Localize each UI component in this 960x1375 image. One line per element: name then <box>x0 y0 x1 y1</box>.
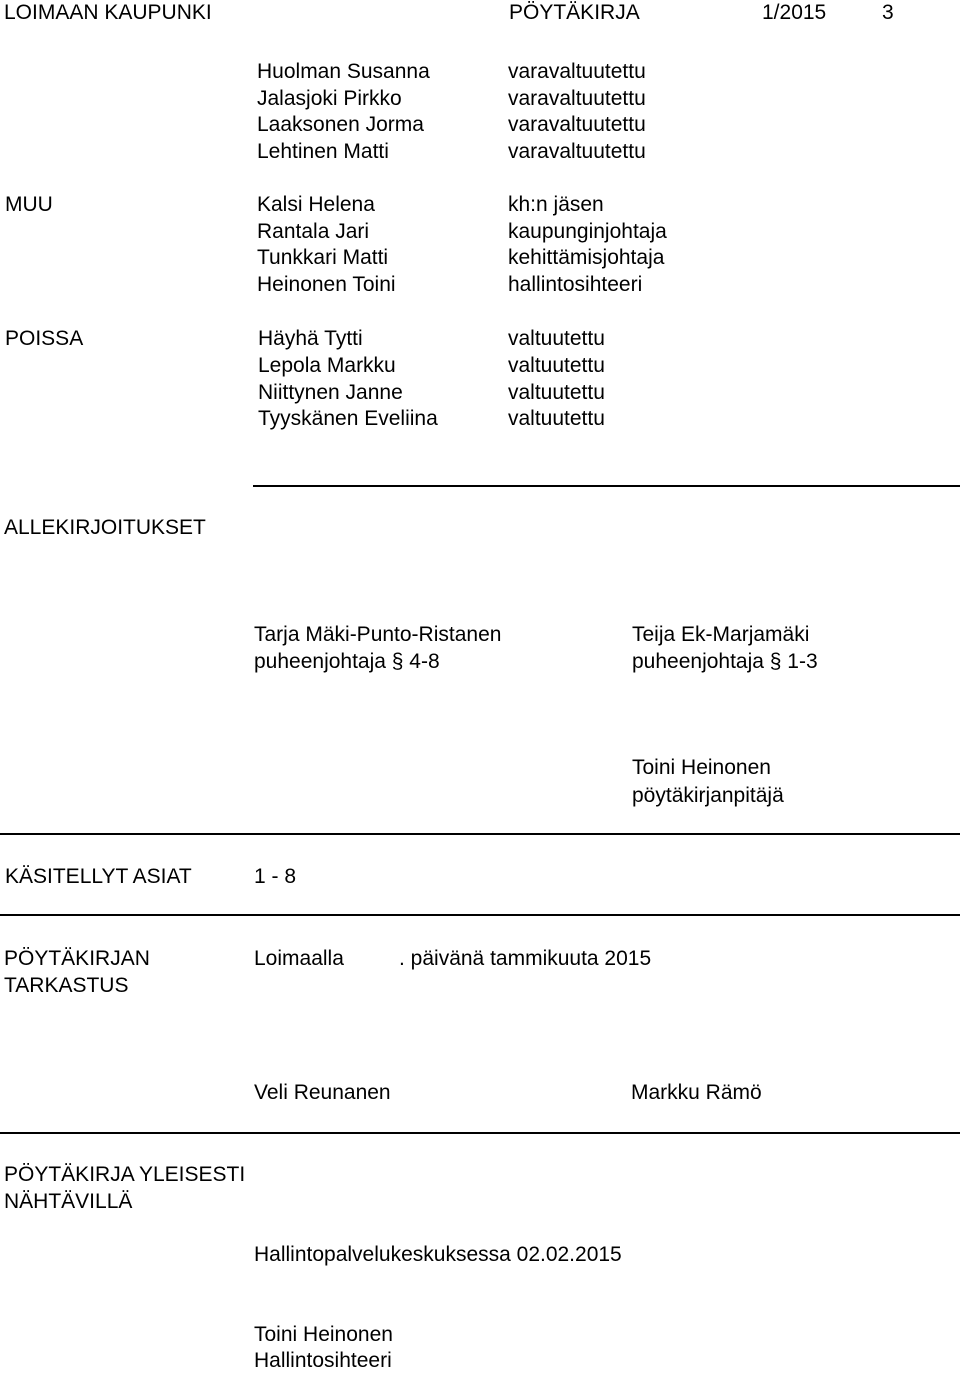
handled-items-value: 1 - 8 <box>254 865 297 888</box>
secretary-role: pöytäkirjanpitäjä <box>632 784 784 807</box>
absent-role: valtuutettu <box>508 381 605 404</box>
reviewer-name: Markku Rämö <box>631 1081 762 1104</box>
document-number: 1/2015 <box>762 1 827 24</box>
section-divider <box>253 485 960 487</box>
deputy-role: varavaltuutettu <box>508 140 646 163</box>
municipality-name: LOIMAAN KAUPUNKI <box>4 1 212 24</box>
member-name: Heinonen Toini <box>257 273 396 296</box>
public-person-title: Hallintosihteeri <box>254 1349 392 1372</box>
deputy-role: varavaltuutettu <box>508 60 646 83</box>
page-number: 3 <box>882 1 894 24</box>
member-role: kehittämisjohtaja <box>508 246 665 269</box>
section-divider <box>0 833 960 835</box>
review-place: Loimaalla <box>254 947 344 970</box>
document-type: PÖYTÄKIRJA <box>509 1 640 24</box>
section-label-handled: KÄSITELLYT ASIAT <box>5 865 192 888</box>
section-label-review-line2: TARKASTUS <box>4 974 129 997</box>
deputy-name: Lehtinen Matti <box>257 140 389 163</box>
absent-role: valtuutettu <box>508 327 605 350</box>
deputy-role: varavaltuutettu <box>508 113 646 136</box>
deputy-name: Huolman Susanna <box>257 60 430 83</box>
deputy-name: Jalasjoki Pirkko <box>257 87 402 110</box>
member-name: Tunkkari Matti <box>257 246 389 269</box>
section-label-public-line1: PÖYTÄKIRJA YLEISESTI <box>4 1163 246 1186</box>
member-role: kh:n jäsen <box>508 193 604 216</box>
section-label-public-line2: NÄHTÄVILLÄ <box>4 1190 133 1213</box>
absent-role: valtuutettu <box>508 354 605 377</box>
public-person-name: Toini Heinonen <box>254 1323 393 1346</box>
signer-role: puheenjohtaja § 4-8 <box>254 650 440 673</box>
public-location-date: Hallintopalvelukeskuksessa 02.02.2015 <box>254 1243 622 1266</box>
absent-name: Lepola Markku <box>258 354 396 377</box>
member-role: hallintosihteeri <box>508 273 643 296</box>
absent-name: Häyhä Tytti <box>258 327 363 350</box>
signer-name: Tarja Mäki-Punto-Ristanen <box>254 623 502 646</box>
member-name: Rantala Jari <box>257 220 370 243</box>
member-name: Kalsi Helena <box>257 193 375 216</box>
reviewer-name: Veli Reunanen <box>254 1081 391 1104</box>
secretary-name: Toini Heinonen <box>632 756 771 779</box>
review-date: . päivänä tammikuuta 2015 <box>399 947 652 970</box>
absent-name: Niittynen Janne <box>258 381 403 404</box>
section-divider <box>0 914 960 916</box>
section-label-review-line1: PÖYTÄKIRJAN <box>4 947 150 970</box>
absent-name: Tyyskänen Eveliina <box>258 407 438 430</box>
signer-name: Teija Ek-Marjamäki <box>632 623 810 646</box>
signer-role: puheenjohtaja § 1-3 <box>632 650 818 673</box>
section-label-signatures: ALLEKIRJOITUKSET <box>4 516 206 539</box>
member-role: kaupunginjohtaja <box>508 220 667 243</box>
section-label-other: MUU <box>5 193 53 216</box>
deputy-name: Laaksonen Jorma <box>257 113 424 136</box>
section-label-absent: POISSA <box>5 327 84 350</box>
section-divider <box>0 1132 960 1134</box>
absent-role: valtuutettu <box>508 407 605 430</box>
deputy-role: varavaltuutettu <box>508 87 646 110</box>
